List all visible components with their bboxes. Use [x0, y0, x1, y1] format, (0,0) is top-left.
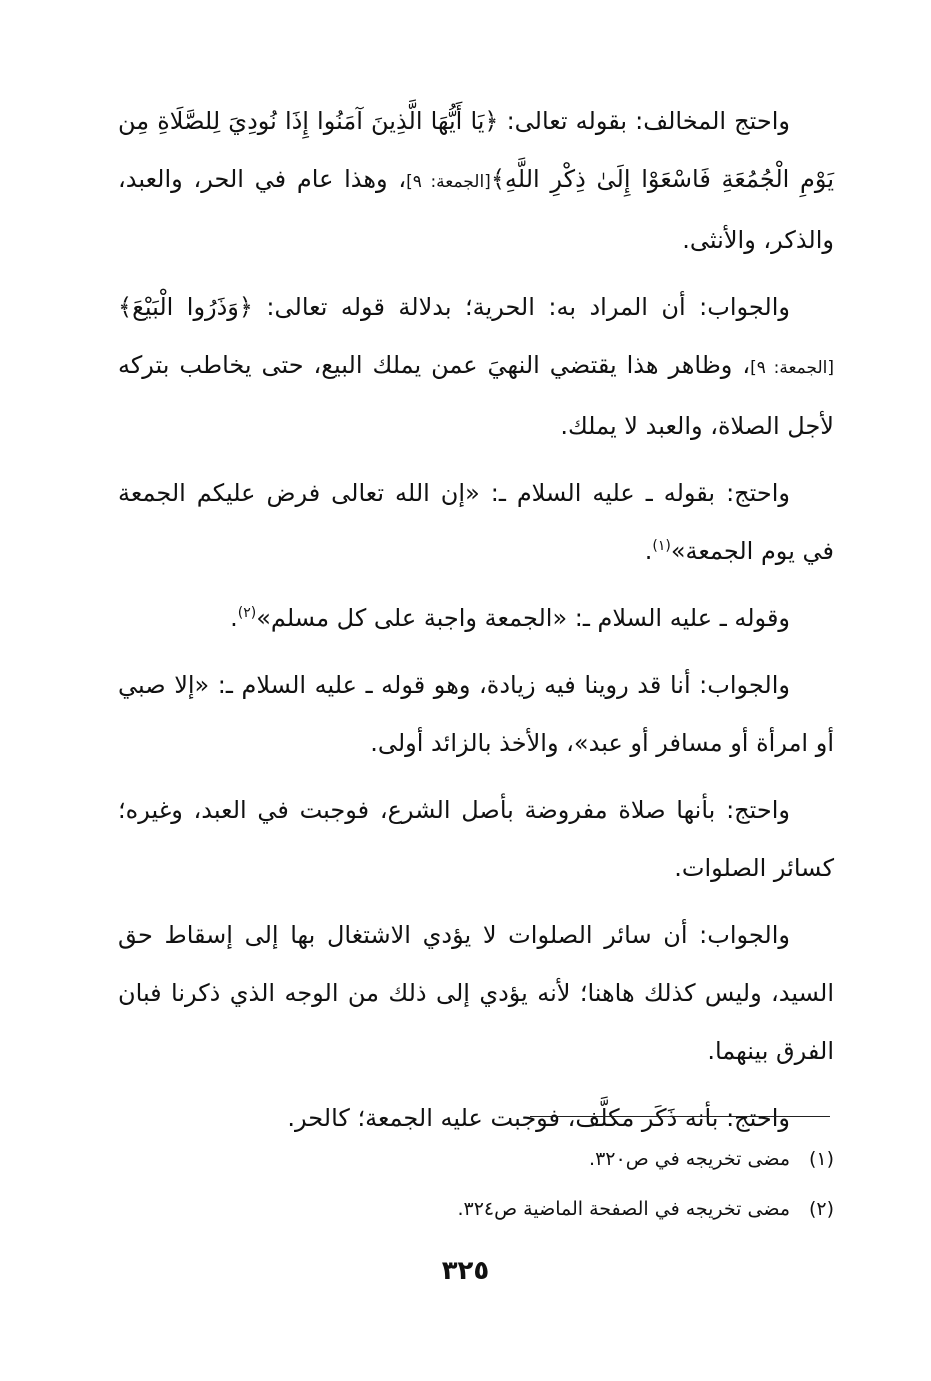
- footnote-text: مضى تخريجه في ص٣٢٠.: [589, 1148, 790, 1170]
- footnote-1: [118, 1134, 834, 1184]
- footnote-text: مضى تخريجه في الصفحة الماضية ص٣٢٤.: [457, 1198, 790, 1220]
- paragraph-4: [118, 589, 834, 647]
- paragraph-3-end: .: [644, 537, 653, 565]
- paragraph-4-text: وقوله ـ عليه السلام ـ: «الجمعة واجبة على كل مسلم»: [256, 604, 790, 632]
- paragraph-2: [118, 278, 834, 455]
- main-text: [118, 92, 834, 1156]
- footnote-2: [118, 1184, 834, 1234]
- footnote-separator: [530, 1116, 830, 1117]
- paragraph-8-text: واحتج: بأنه ذَكَر مكلَّف، فوجبت عليه الجمعة؛ كالحر.: [287, 1104, 790, 1132]
- paragraph-2-text: والجواب: أن المراد به: الحرية؛ بدلالة قوله تعالى: ﴿وَذَرُوا الْبَيْعَ﴾: [118, 293, 790, 321]
- paragraph-6: [118, 781, 834, 897]
- paragraph-3-text: واحتج: بقوله ـ عليه السلام ـ: «إن الله تعالى فرض عليكم الجمعة في يوم الجمعة»: [118, 479, 834, 565]
- footnotes: [118, 1134, 834, 1234]
- quran-reference: [الجمعة: ٩]: [750, 358, 834, 378]
- paragraph-6-text: واحتج: بأنها صلاة مفروضة بأصل الشرع، فوجبت في العبد، وغيره؛ كسائر الصلوات.: [118, 796, 834, 882]
- paragraph-5: [118, 656, 834, 772]
- paragraph-7: [118, 906, 834, 1080]
- page-number: ٣٢٥: [441, 1256, 490, 1286]
- paragraph-2-continuation: ، وظاهر هذا يقتضي النهيَ عمن يملك البيع، حتى يخاطب بتركه لأجل الصلاة، والعبد لا يملك.: [118, 351, 834, 440]
- paragraph-4-end: .: [230, 604, 238, 632]
- paragraph-3: [118, 464, 834, 580]
- paragraph-5-text: والجواب: أنا قد روينا فيه زيادة، وهو قوله ـ عليه السلام ـ: «إلا صبي أو امرأة أو مسافر أو عبد»، والأخذ بالزائد أولى.: [118, 671, 834, 757]
- footnote-marker-2[interactable]: (٢): [237, 605, 257, 621]
- paragraph-1-continuation: ، وهذا عام في الحر، والعبد، والذكر، والأنثى.: [118, 165, 834, 254]
- footnote-number: (١): [808, 1148, 834, 1170]
- paragraph-7-text: والجواب: أن سائر الصلوات لا يؤدي الاشتغال بها إلى إسقاط حق السيد، وليس كذلك هاهنا؛ لأنه يؤدي إلى ذلك من الوجه الذي ذكرنا فبان الفرق بينهما.: [118, 921, 834, 1065]
- footnote-marker-1[interactable]: (١): [652, 538, 671, 554]
- footnote-number: (٢): [808, 1198, 834, 1220]
- paragraph-1: [118, 92, 834, 269]
- paragraph-1-text: واحتج المخالف: بقوله تعالى: ﴿يَا أَيُّهَا الَّذِينَ آمَنُوا إِذَا نُودِيَ لِلصَّلَاةِ مِن يَوْمِ الْجُمُعَةِ فَاسْعَوْا إِلَىٰ ذِكْرِ اللَّهِ﴾: [118, 107, 834, 193]
- quran-reference: [الجمعة: ٩]: [406, 172, 491, 192]
